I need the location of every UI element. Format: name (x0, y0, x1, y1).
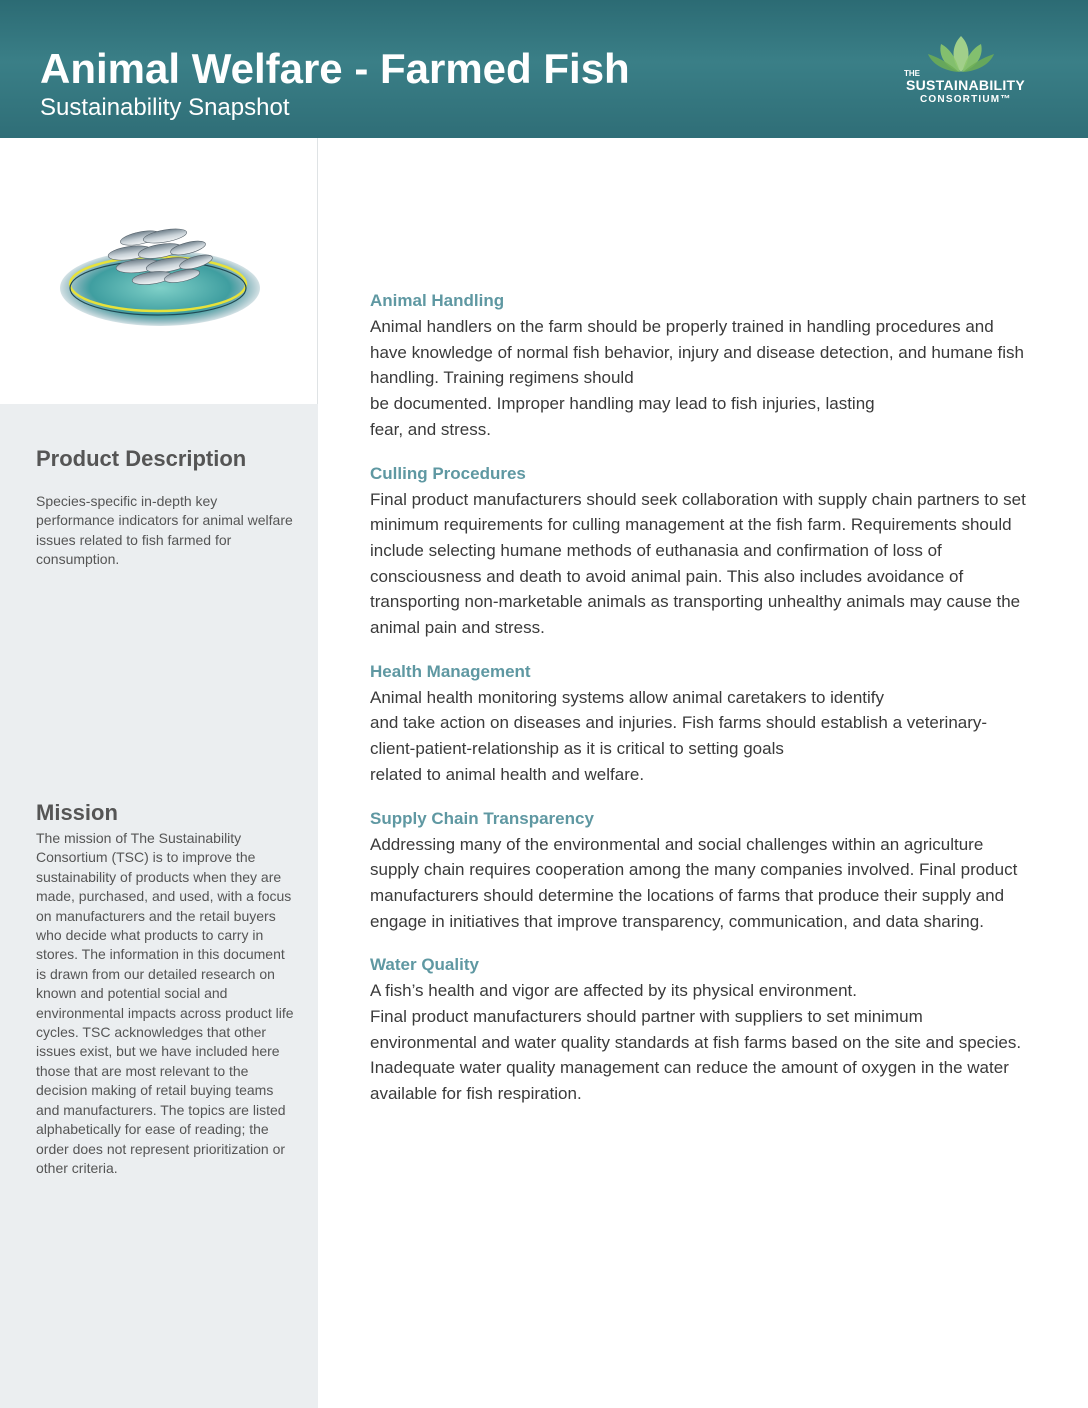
panel-divider (317, 138, 318, 404)
section-title: Supply Chain Transparency (370, 808, 594, 828)
text-line: and take action on diseases and injuries. Fish farms should establish a veterinary-client-patient-relationship as it is critical to setting goals (370, 713, 988, 759)
page-header (0, 0, 1088, 138)
main-content (370, 288, 1030, 1125)
mission-text: The mission of The Sustainability Consortium (TSC) is to improve the sustainability of products when they are made, purchased, and used, with a focus on manufacturers and the retail buyers who decide what products to carry in stores. The information in this document is drawn from our detailed research on known and potential social and environmental impacts across product life cycles. TSC acknowledges that other issues exist, but we have included here those that are most relevant to the decision making of retail buying teams and manufacturers. The topics are listed alphabetically for ease of reading; the order does not represent prioritization or other criteria. (36, 830, 294, 1176)
section-title: Culling Procedures (370, 463, 526, 483)
fish-farm-pen-image (0, 138, 318, 404)
section-text: Addressing many of the environmental and social challenges within an agriculture supply chain requires cooperation among the many companies involved. Final product manufacturers should determine the locations of farms that produce their supply and engage in initiatives that improve transparency, communication, and data sharing. (370, 834, 1018, 931)
section-text: Final product manufacturers should seek collaboration with supply chain partners to set minimum requirements for culling management at the fish farm. Requirements should include selecting humane methods of euthanasia and confirmation of loss of consciousness and death to avoid animal pain. This also includes avoidance of transporting non-marketable animals as transporting unhealthy animals may cause the animal pain and stress. (370, 489, 1026, 638)
section-water-quality (370, 952, 1030, 1107)
text-line: be documented. Improper handling may lead to fish injuries, lasting (370, 394, 875, 414)
section-health-management (370, 659, 1030, 788)
section-text (370, 314, 1030, 443)
product-photo-panel (0, 138, 318, 404)
text-line: Animal health monitoring systems allow animal caretakers to identify (370, 687, 885, 707)
text-line: Animal handlers on the farm should be properly trained in handling procedures and have knowledge of normal fish behavior, injury and disease detection, and humane fish handling. Training regimens should (370, 317, 1024, 388)
logo-text-sustainability: SUSTAINABILITY (906, 77, 1026, 93)
sustainability-consortium-logo (896, 34, 1036, 114)
section-title: Health Management (370, 661, 531, 681)
text-line: Final product manufacturers should partner with suppliers to set minimum environmental and water quality standards at fish farms based on the site and species. Inadequate water quality management can reduce the amount of oxygen in the water available for fish respiration. (370, 1007, 1022, 1104)
section-supply-chain-transparency (370, 806, 1030, 935)
text-line: A fish’s health and vigor are affected by its physical environment. (370, 981, 857, 1001)
page-title: Animal Welfare - Farmed Fish (40, 45, 630, 92)
page-subtitle: Sustainability Snapshot (40, 94, 290, 121)
logo-text-consortium: CONSORTIUM™ (920, 94, 1012, 105)
text-line: fear, and stress. (370, 419, 491, 439)
text-line: related to animal health and welfare. (370, 764, 645, 784)
section-text (370, 685, 1030, 788)
section-title: Water Quality (370, 955, 479, 975)
section-text (370, 978, 1030, 1107)
lotus-leaf-icon (926, 34, 996, 74)
section-culling-procedures (370, 461, 1030, 641)
logo-text-the: THE (904, 69, 920, 78)
product-description-text: Species-specific in-depth key performance indicators for animal welfare issues related to fish farmed for consumption. (36, 493, 293, 568)
section-animal-handling (370, 288, 1030, 443)
section-title: Animal Handling (370, 291, 505, 310)
mission-heading: Mission (36, 800, 118, 825)
product-description-heading: Product Description (36, 446, 247, 471)
